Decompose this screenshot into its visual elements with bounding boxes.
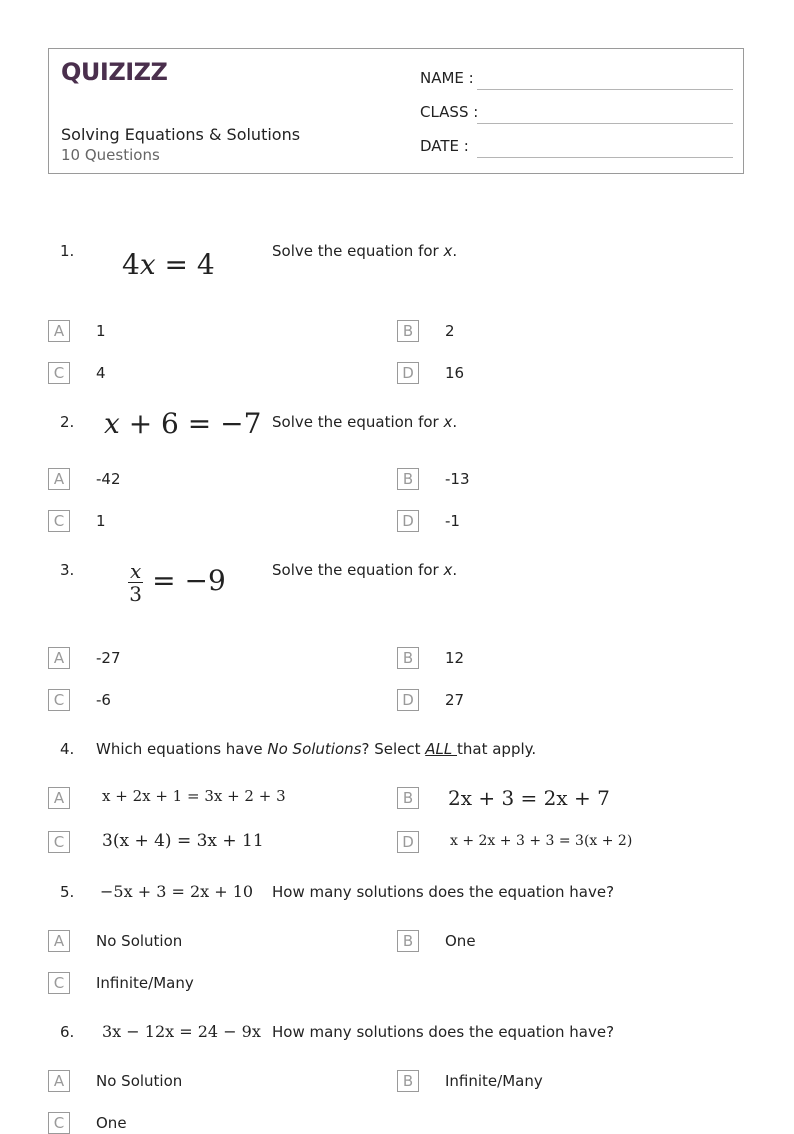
option-d-text: x + 2x + 3 + 3 = 3(x + 2) (450, 833, 633, 849)
option-c-box[interactable]: C (48, 831, 70, 853)
option-b-text: 2x + 3 = 2x + 7 (448, 786, 610, 810)
option-c-box[interactable]: C (48, 362, 70, 384)
option-b-box[interactable]: B (397, 468, 419, 490)
prompt-text: Which equations have (96, 740, 268, 758)
question-number: 3. (60, 561, 75, 579)
option-c-box[interactable]: C (48, 972, 70, 994)
option-b-text: -13 (445, 470, 470, 488)
option-b-text: Infinite/Many (445, 1072, 543, 1090)
option-a-text: -42 (96, 470, 121, 488)
equation-fraction (128, 560, 143, 605)
question-equation: −5x + 3 = 2x + 10 (100, 882, 254, 901)
option-b-box[interactable]: B (397, 647, 419, 669)
prompt-text: Solve the equation for (272, 242, 444, 260)
question-prompt: How many solutions does the equation have? (272, 1023, 615, 1041)
option-c-text: One (96, 1114, 127, 1132)
option-a-box[interactable]: A (48, 1070, 70, 1092)
question-prompt (272, 561, 457, 579)
option-b-box[interactable]: B (397, 787, 419, 809)
option-a-box[interactable]: A (48, 930, 70, 952)
prompt-variable: x (443, 561, 453, 579)
option-c-box[interactable]: C (48, 689, 70, 711)
equation-variable: x (139, 248, 156, 281)
question-number: 5. (60, 883, 75, 901)
option-a-box[interactable]: A (48, 320, 70, 342)
prompt-end: . (452, 561, 458, 579)
class-line[interactable] (477, 123, 733, 124)
question-prompt (96, 740, 536, 758)
question-number: 4. (60, 740, 75, 758)
worksheet-header (48, 48, 744, 174)
class-label: CLASS : (420, 103, 479, 121)
option-b-text: One (445, 932, 476, 950)
fraction-denominator: 3 (129, 582, 142, 606)
worksheet-title: Solving Equations & Solutions (61, 125, 301, 144)
prompt-middle: ? Select (361, 740, 426, 758)
prompt-end: . (452, 242, 458, 260)
option-a-box[interactable]: A (48, 647, 70, 669)
prompt-end: that apply. (457, 740, 537, 758)
question-count: 10 Questions (61, 146, 160, 164)
option-b-box[interactable]: B (397, 320, 419, 342)
option-d-box[interactable]: D (397, 689, 419, 711)
option-a-text: x + 2x + 1 = 3x + 2 + 3 (102, 787, 286, 805)
question-number: 1. (60, 242, 75, 260)
question-prompt: How many solutions does the equation have? (272, 883, 615, 901)
option-d-box[interactable]: D (397, 362, 419, 384)
question-equation: 3x − 12x = 24 − 9x (102, 1022, 261, 1041)
option-a-box[interactable]: A (48, 468, 70, 490)
prompt-end: . (452, 413, 458, 431)
option-b-text: 12 (445, 649, 465, 667)
name-label: NAME : (420, 69, 474, 87)
option-b-text: 2 (445, 322, 455, 340)
prompt-variable: x (443, 413, 453, 431)
date-label: DATE : (420, 137, 469, 155)
prompt-emphasis: No Solutions (267, 740, 362, 758)
option-a-text: -27 (96, 649, 121, 667)
class-field[interactable] (420, 103, 733, 127)
question-number: 6. (60, 1023, 75, 1041)
option-a-text: No Solution (96, 932, 183, 950)
option-c-text: 3(x + 4) = 3x + 11 (102, 831, 264, 851)
option-b-box[interactable]: B (397, 1070, 419, 1092)
equation-rest: + 6 = −7 (119, 407, 262, 440)
option-c-text: 4 (96, 364, 106, 382)
prompt-text: Solve the equation for (272, 413, 444, 431)
date-line[interactable] (477, 157, 733, 158)
option-d-text: 27 (445, 691, 465, 709)
fraction-numerator: x (130, 559, 142, 583)
option-c-text: 1 (96, 512, 106, 530)
equation-coefficient: 4 (122, 248, 140, 281)
prompt-text: Solve the equation for (272, 561, 444, 579)
question-prompt (272, 242, 457, 260)
prompt-emphasis-underlined: ALL (425, 740, 457, 758)
prompt-variable: x (443, 242, 453, 260)
option-d-box[interactable]: D (397, 831, 419, 853)
option-c-text: Infinite/Many (96, 974, 194, 992)
option-c-box[interactable]: C (48, 1112, 70, 1134)
option-a-text: No Solution (96, 1072, 183, 1090)
date-field[interactable] (420, 137, 733, 161)
option-d-text: 16 (445, 364, 465, 382)
option-a-text: 1 (96, 322, 106, 340)
option-a-box[interactable]: A (48, 787, 70, 809)
question-equation (104, 407, 261, 440)
option-c-text: -6 (96, 691, 111, 709)
option-d-box[interactable]: D (397, 510, 419, 532)
name-field[interactable] (420, 69, 733, 93)
option-b-box[interactable]: B (397, 930, 419, 952)
question-equation (122, 248, 215, 281)
equation-variable: x (104, 407, 120, 440)
quizizz-logo: QUIZIZZ (61, 58, 168, 86)
option-d-text: -1 (445, 512, 460, 530)
equation-rest: = −9 (143, 564, 226, 597)
question-prompt (272, 413, 457, 431)
question-number: 2. (60, 413, 75, 431)
equation-rest: = 4 (155, 248, 215, 281)
option-c-box[interactable]: C (48, 510, 70, 532)
question-equation (128, 560, 226, 605)
name-line[interactable] (477, 89, 733, 90)
